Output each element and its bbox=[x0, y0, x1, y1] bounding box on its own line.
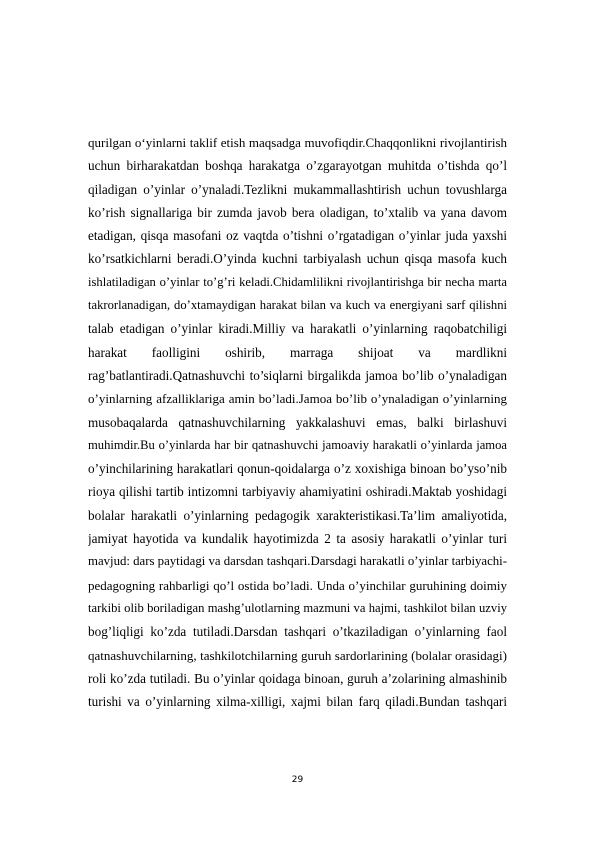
text-line: bog’liqligi ko’zda tutiladi.Darsdan tashqari o’tkaziladigan o’yinlarning faol bbox=[88, 624, 507, 640]
text-line: qurilgan o‘yinlarni taklif etish maqsadga muvofiqdir.Chaqqonlikni rivojlantirish bbox=[88, 135, 507, 150]
text-line: jamiyat hayotida va kundalik hayotimizda 2 ta asosiy harakatli o’yinlar turi bbox=[88, 531, 507, 547]
text-line: musobaqalarda qatnashuvchilarning yakkalashuvi emas, balki birlashuvi bbox=[88, 414, 507, 430]
text-line: o’yinchilarining harakatlari qonun-qoidalarga o’z xoxishiga binoan bo’yso’nib bbox=[88, 461, 507, 477]
text-line: ishlatiladigan o’yinlar to’g’ri keladi.Chidamlilikni rivojlantirishga bir necha marta bbox=[88, 274, 507, 289]
text-line: rag’batlantiradi.Qatnashuvchi to’siqlarni birgalikda jamoa bo’lib o’ynaladigan bbox=[88, 367, 507, 383]
text-line: talab etadigan o’yinlar kiradi.Milliy va harakatli o’yinlarning raqobatchiligi bbox=[88, 321, 507, 337]
text-line: pedagogning rahbarligi qo’l ostida bo’ladi. Unda o’yinchilar guruhining doimiy bbox=[88, 577, 507, 593]
text-line: rioya qilishi tartib intizomni tarbiyaviy ahamiyatini oshiradi.Maktab yoshidagi bbox=[88, 484, 507, 500]
text-line: tarkibi olib boriladigan mashg’ulotlarning mazmuni va hajmi, tashkilot bilan uzviy bbox=[88, 600, 507, 615]
text-line: bolalar harakatli o’yinlarning pedagogik xarakteristikasi.Ta’lim amaliyotida, bbox=[88, 507, 507, 523]
text-line: qatnashuvchilarning, tashkilotchilarning guruh sardorlarining (bolalar orasidagi) bbox=[88, 647, 507, 663]
text-line: harakat faolligini oshirib, marraga shijoat va mardlikni bbox=[88, 344, 507, 360]
text-line: o’yinlarning afzalliklariga amin bo’ladi.Jamoa bo’lib o’ynaladigan o’yinlarning bbox=[88, 391, 507, 407]
text-line: mavjud: dars paytidagi va darsdan tashqari.Darsdagi harakatli o’yinlar tarbiyachi- bbox=[88, 554, 507, 569]
text-line: uchun birharakatdan boshqa harakatga o’zgarayotgan muhitda o’tishda qo’l bbox=[88, 158, 507, 174]
page-number: 29 bbox=[291, 775, 304, 785]
text-line: ko’rish signallariga bir zumda javob bera oladigan, to’xtalib va yana davom bbox=[88, 204, 507, 220]
text-line: roli ko’zda tutiladi. Bu o’yinlar qoidaga binoan, guruh a’zolarining almashinib bbox=[88, 670, 507, 686]
text-line: etadigan, qisqa masofani oz vaqtda o’tishni o’rgatadigan o’yinlar juda yaxshi bbox=[88, 228, 507, 244]
text-line: takrorlanadigan, do’xtamaydigan harakat bilan va kuch va energiyani sarf qilishni bbox=[88, 298, 507, 313]
text-line: muhimdir.Bu o’yinlarda har bir qatnashuvchi jamoaviy harakatli o’yinlarda jamoa bbox=[88, 437, 507, 452]
text-line: ko’rsatkichlarni beradi.O’yinda kuchni tarbiyalash uchun qisqa masofa kuch bbox=[88, 251, 507, 267]
text-line: turishi va o’yinlarning xilma-xilligi, xajmi bilan farq qiladi.Bundan tashqari bbox=[88, 694, 507, 710]
body-text bbox=[88, 131, 507, 713]
text-line: qiladigan o’yinlar o’ynaladi.Tezlikni mukammallashtirish uchun tovushlarga bbox=[88, 181, 507, 197]
